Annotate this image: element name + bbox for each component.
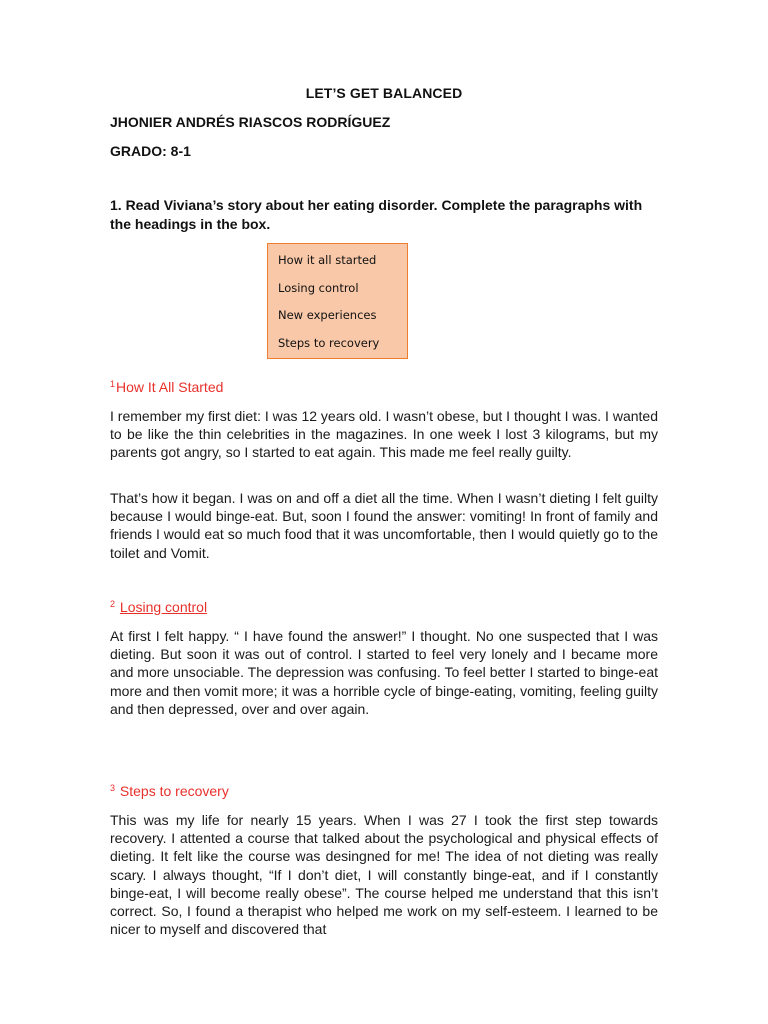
headings-box-item: How it all started <box>278 253 377 267</box>
section-heading-1 <box>110 379 223 395</box>
section-paragraph: At first I felt happy. “ I have found the answer!” I thought. No one suspected that I was dieting. But soon it was out of control. I started to feel very lonely and I became more and more unsociable. The depression was confusing. To feel better I started to binge-eat more and then vomit more; it was a horrible cycle of binge-eating, vomiting, feeling guilty and then depressed, over and over again. <box>110 628 658 717</box>
section-paragraph: This was my life for nearly 15 years. When I was 27 I took the first step towards recovery. I attented a course that talked about the psychological and physical effects of dieting. It felt like the course was desingned for me! The idea of not dieting was really scary. I always thought, “If I don’t diet, I will constantly binge-eat, and if I constantly binge-eat, I will become really obese”. The course helped me understand that this isn’t correct. So, I found a therapist who helped me work on my self-esteem. I learned to be nicer to myself and discovered that <box>110 812 658 938</box>
section-number: 2 <box>110 599 116 609</box>
headings-box-item: Steps to recovery <box>278 335 380 350</box>
section-paragraph: I remember my first diet: I was 12 years old. I wasn’t obese, but I thought I was. I wanted to be like the thin celebrities in the magazines. In one week I lost 3 kilograms, but my parents got angry, so I started to eat again. This made me feel really guilty. <box>110 408 658 461</box>
section-heading-text: Steps to recovery <box>119 783 229 799</box>
headings-box-item: Losing control <box>278 280 359 295</box>
section-heading-text: How It All Started <box>116 379 224 395</box>
section-heading-2 <box>110 599 207 615</box>
exercise-instruction: 1. Read Viviana’s story about her eating disorder. Complete the paragraphs with the headings in the box. <box>110 197 643 232</box>
grade-label: GRADO: 8-1 <box>110 143 191 159</box>
student-name: JHONIER ANDRÉS RIASCOS RODRÍGUEZ <box>110 114 391 130</box>
section-number: 3 <box>110 783 116 793</box>
section-heading-3 <box>110 783 229 799</box>
section-number: 1 <box>110 379 116 389</box>
headings-box <box>267 243 408 359</box>
headings-box-item: New experiences <box>278 308 377 322</box>
section-paragraph: That’s how it began. I was on and off a diet all the time. When I wasn’t dieting I felt guilty because I would binge-eat. But, soon I found the answer: vomiting! In front of family and friends I would eat so much food that it was uncomfortable, then I would quietly go to the toilet and Vomit. <box>110 490 658 561</box>
document-title: LET’S GET BALANCED <box>305 85 463 101</box>
section-heading-text: Losing control <box>119 599 208 615</box>
